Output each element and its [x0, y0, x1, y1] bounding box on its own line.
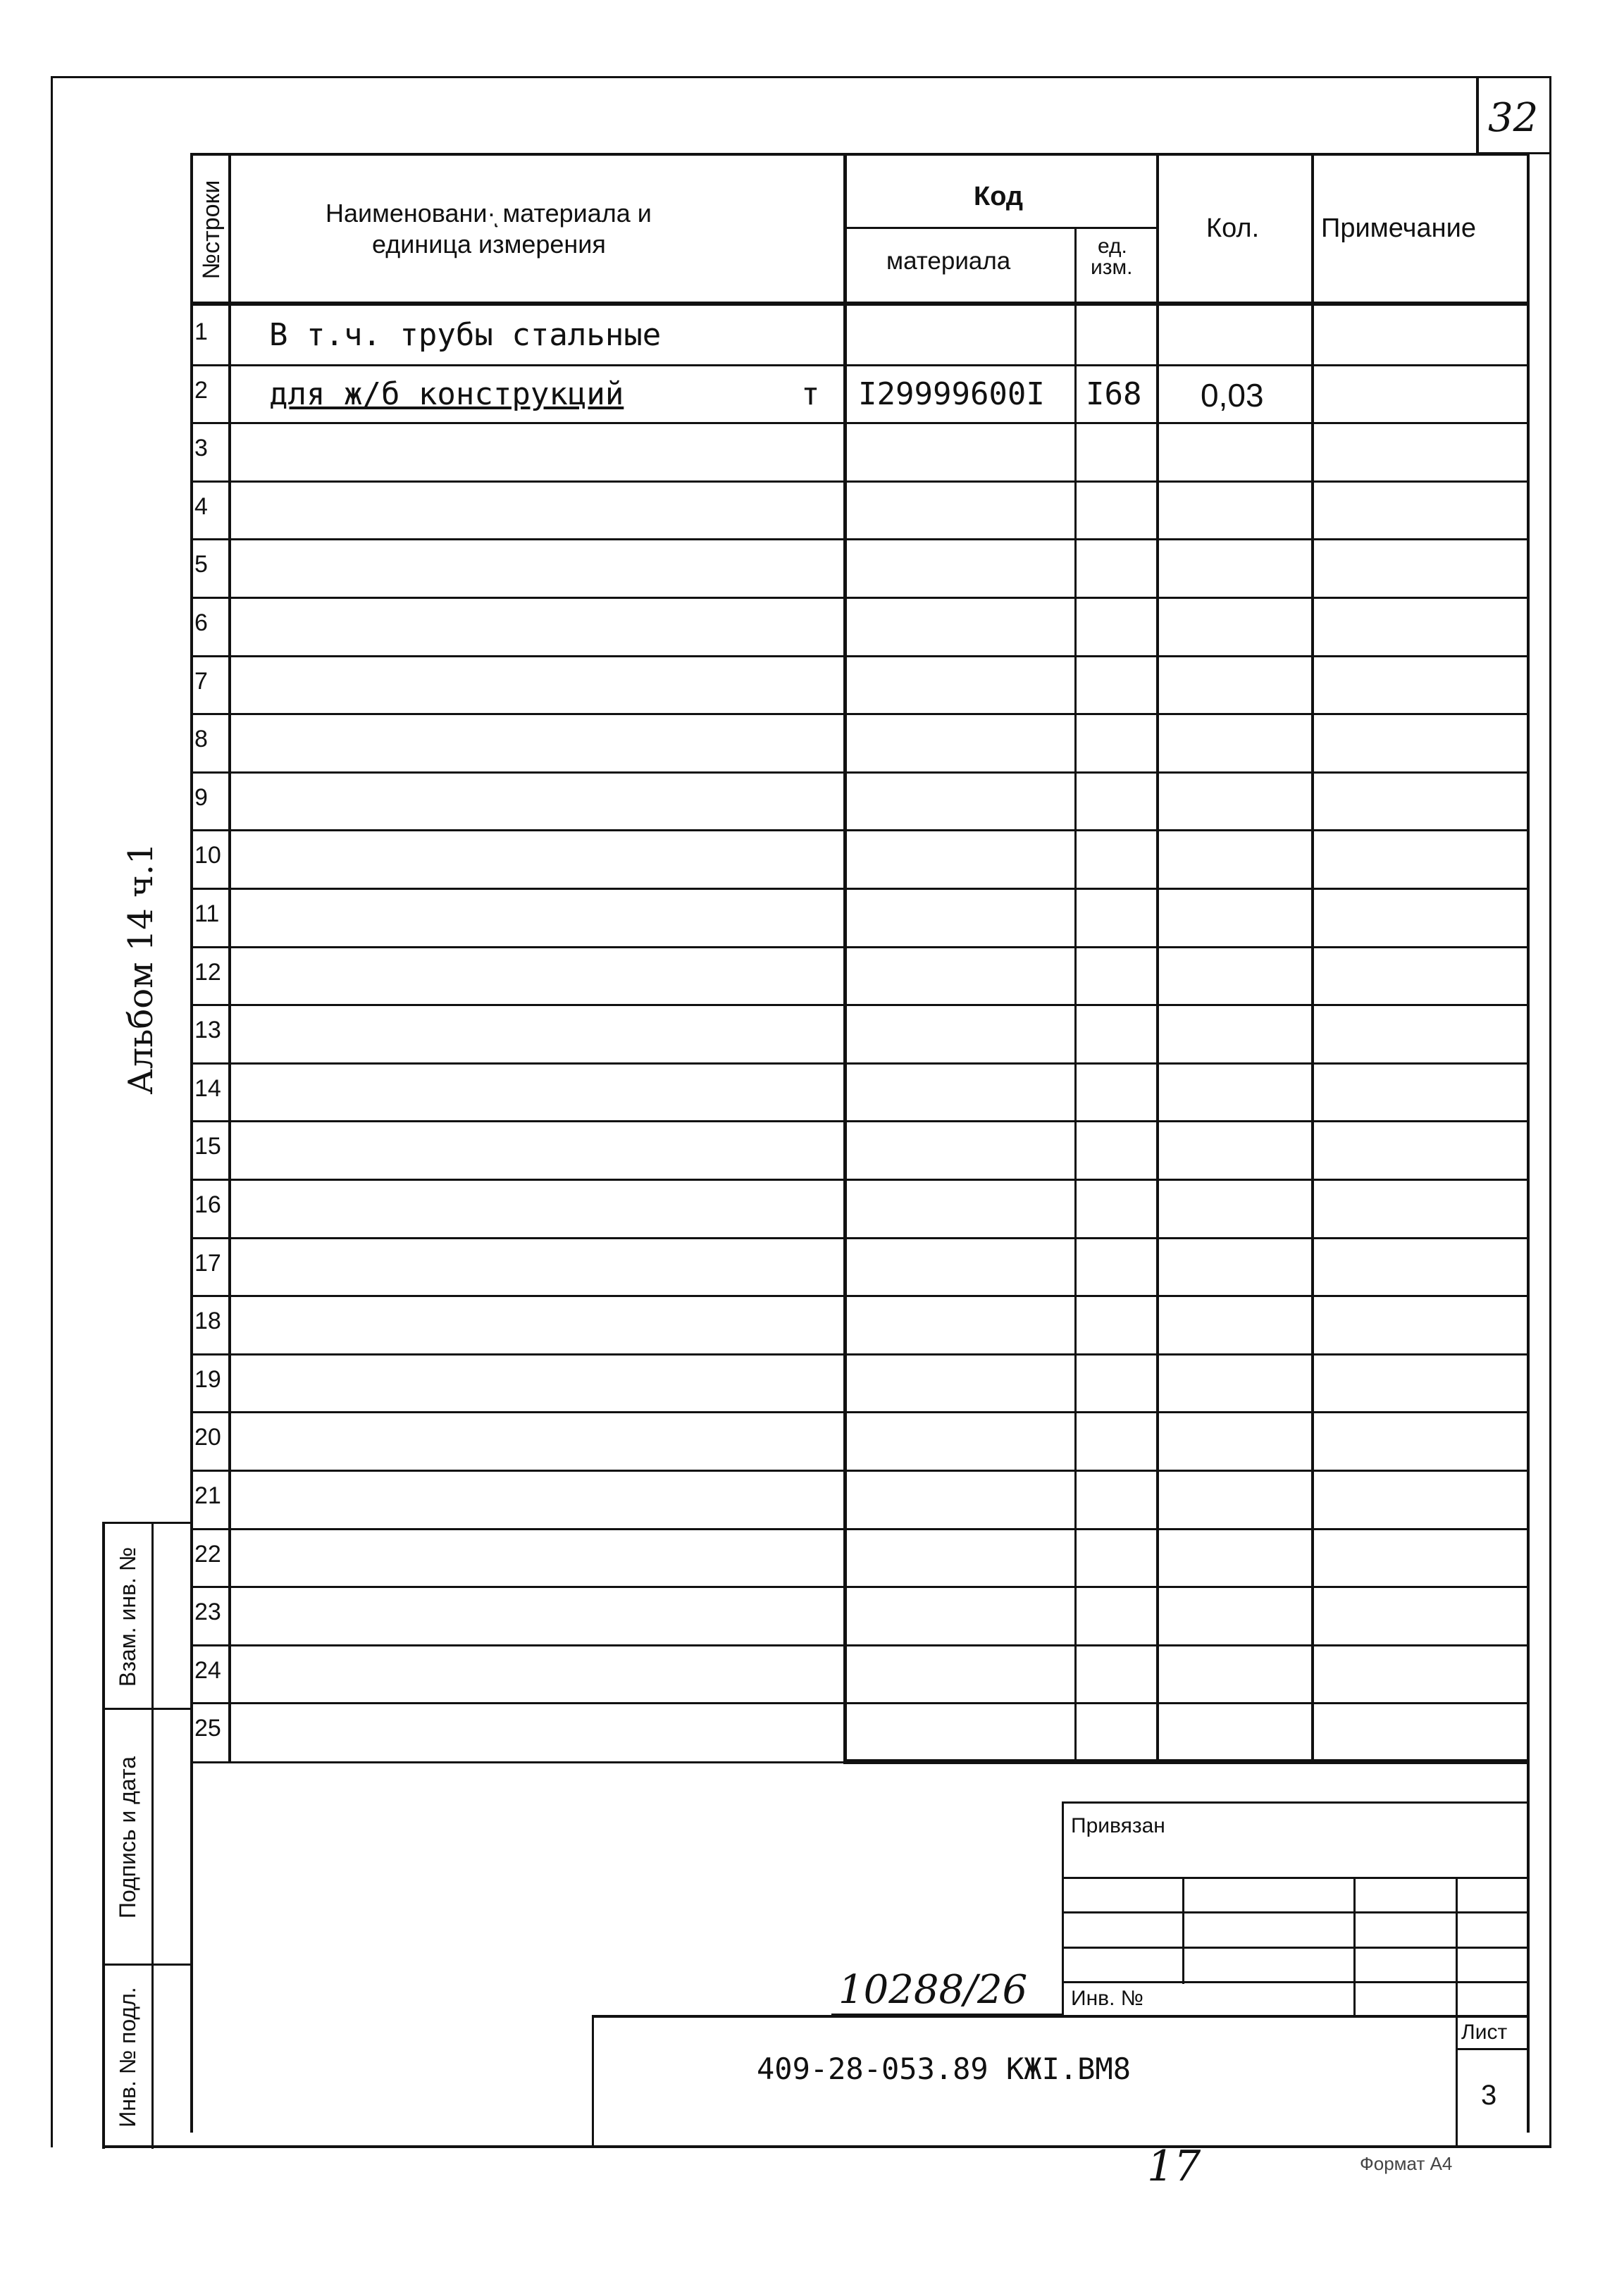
tb-list-label: Лист — [1461, 2021, 1508, 2044]
stamp-sep-2 — [102, 1964, 192, 1966]
row-line — [190, 888, 1529, 890]
stamp-left — [102, 1522, 105, 2149]
tb-line-1 — [1062, 1877, 1529, 1879]
col-sep-name — [843, 153, 847, 1763]
row-number: 5 — [194, 551, 208, 578]
header-unit-code-2: изм. — [1091, 256, 1133, 279]
row-number: 24 — [194, 1657, 221, 1684]
row-number: 22 — [194, 1541, 221, 1568]
row-line — [190, 422, 1529, 424]
header-code: Код — [974, 182, 1024, 211]
row-line — [190, 1411, 1529, 1413]
col-sep-num — [228, 153, 231, 1763]
row-number: 6 — [194, 609, 208, 636]
row-number: 20 — [194, 1424, 221, 1451]
row-number: 17 — [194, 1250, 221, 1277]
row-line — [190, 1470, 1529, 1472]
table-data-bottom — [843, 1759, 1529, 1764]
sheet-mark: 32 — [1488, 95, 1539, 141]
album-label: Альбом 14 ч.1 — [121, 843, 161, 1095]
tb-left — [1062, 1801, 1064, 2016]
page-number: 17 — [1147, 2142, 1201, 2191]
row-2-unit-code: I68 — [1086, 376, 1142, 412]
row-line — [190, 1062, 1529, 1065]
row-line — [190, 946, 1529, 948]
row-number: 1 — [194, 318, 208, 345]
header-note: Примечание — [1321, 213, 1476, 243]
row-line — [190, 364, 1529, 366]
row-number: 10 — [194, 842, 221, 869]
tb-col-2 — [1353, 1877, 1356, 2016]
row-line — [190, 1586, 1529, 1588]
format-label: Формат А4 — [1360, 2153, 1453, 2174]
header-qty: Кол. — [1206, 213, 1260, 243]
row-line — [190, 655, 1529, 657]
row-line — [190, 1644, 1529, 1646]
table-top — [190, 153, 1529, 156]
header-material: материала — [886, 247, 1011, 275]
handwritten-underline — [831, 2014, 1064, 2015]
stamp-inv-podl: Инв. № подл. — [115, 1987, 140, 2128]
table-right — [1527, 153, 1530, 2133]
frame-top — [51, 76, 1550, 78]
row-number: 11 — [194, 900, 220, 927]
row-number: 15 — [194, 1133, 221, 1160]
row-number: 7 — [194, 668, 208, 695]
frame-left — [51, 76, 53, 2147]
stamp-top — [102, 1522, 192, 1524]
row-number: 2 — [194, 377, 208, 404]
tb-line-4 — [1062, 1981, 1529, 1983]
tb-top — [1062, 1801, 1529, 1804]
row-line — [190, 829, 1529, 831]
row-2-qty: 0,03 — [1201, 377, 1264, 414]
stamp-podpis: Подпись и дата — [115, 1756, 140, 1919]
row-line — [190, 771, 1529, 774]
header-unit-code-1: ед. — [1098, 235, 1127, 258]
row-line — [190, 1295, 1529, 1297]
row-line — [190, 480, 1529, 483]
row-line — [190, 713, 1529, 715]
frame-right — [1549, 76, 1551, 2147]
row-number: 21 — [194, 1482, 221, 1509]
header-unit: единица измерения — [372, 230, 606, 259]
table-num-bottom — [190, 1761, 845, 1763]
stamp-sep-1 — [102, 1708, 192, 1710]
row-number: 14 — [194, 1075, 221, 1102]
tb-main-top — [592, 2015, 1529, 2018]
row-number: 8 — [194, 726, 208, 752]
row-number: 9 — [194, 784, 208, 811]
tb-line-3 — [1062, 1947, 1529, 1949]
col-sep-material — [1074, 227, 1077, 1763]
row-1-name: В т.ч. трубы стальные — [269, 317, 662, 353]
col-sep-qty — [1311, 153, 1314, 1763]
row-number: 13 — [194, 1017, 221, 1043]
row-line — [190, 597, 1529, 599]
row-number: 23 — [194, 1599, 221, 1625]
code-header-split — [845, 227, 1158, 229]
row-2-unit: т — [801, 376, 820, 412]
header-name: Наименовани·ͅ материала и — [326, 199, 652, 228]
row-line — [190, 1528, 1529, 1530]
table-left — [190, 153, 193, 2133]
tb-designation: 409-28-053.89 КЖI.ВМ8 — [757, 2052, 1132, 2086]
row-2-code: I29999600I — [858, 376, 1045, 412]
row-line — [190, 1353, 1529, 1356]
row-line — [190, 1179, 1529, 1181]
row-number: 25 — [194, 1715, 221, 1742]
header-bottom — [190, 302, 1529, 306]
tb-list-sep — [1456, 2048, 1529, 2050]
col-sep-unit — [1156, 153, 1159, 1763]
row-line — [190, 1702, 1529, 1704]
row-number: 4 — [194, 493, 208, 520]
tb-col-3 — [1456, 1877, 1458, 2147]
row-line — [190, 1004, 1529, 1006]
stamp-mid — [151, 1522, 154, 2149]
row-number: 12 — [194, 959, 221, 986]
sheet-mark-box-left — [1476, 76, 1479, 154]
row-number: 19 — [194, 1366, 221, 1393]
tb-list-no: 3 — [1481, 2080, 1497, 2111]
tb-privyazan: Привязан — [1071, 1814, 1165, 1837]
handwritten-number: 10288/26 — [838, 1967, 1028, 2013]
header-row-number: №строки — [198, 180, 225, 280]
row-line — [190, 538, 1529, 540]
row-2-name: для ж/б конструкций — [269, 376, 624, 412]
row-number: 18 — [194, 1308, 221, 1334]
row-line — [190, 1237, 1529, 1239]
stamp-bottom — [102, 2145, 1551, 2148]
row-line — [190, 1120, 1529, 1122]
stamp-vzam: Взам. инв. № — [115, 1546, 140, 1687]
row-number: 16 — [194, 1191, 221, 1218]
tb-line-2 — [1062, 1911, 1529, 1913]
row-number: 3 — [194, 435, 208, 461]
tb-main-left — [592, 2015, 594, 2147]
tb-col-1 — [1182, 1877, 1184, 1984]
tb-inv-no: Инв. № — [1071, 1987, 1143, 2010]
